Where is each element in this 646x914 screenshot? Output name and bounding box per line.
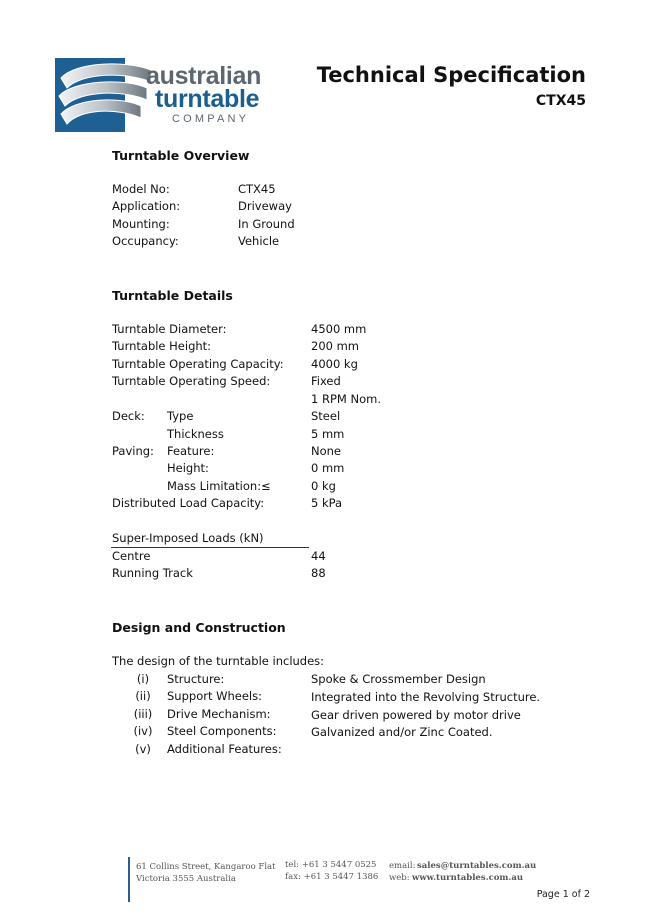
capacity-value: 4000 kg xyxy=(311,357,358,371)
paving-feature-label: Feature: xyxy=(167,444,215,458)
steel-components-label: Steel Components: xyxy=(167,724,277,738)
design-intro: The design of the turntable includes: xyxy=(112,654,325,668)
height-label: Turntable Height: xyxy=(112,339,212,353)
page-number: Page 1 of 2 xyxy=(536,889,590,900)
footer-address-line2: Victoria 3555 Australia xyxy=(136,874,236,884)
diameter-label: Turntable Diameter: xyxy=(112,322,227,336)
centre-load-label: Centre xyxy=(112,549,151,563)
footer-divider xyxy=(128,857,130,902)
footer-web-label: web: xyxy=(389,873,410,883)
loads-rule xyxy=(111,547,309,548)
paving-height-value: 0 mm xyxy=(311,461,345,475)
footer-tel: tel: +61 3 5447 0525 xyxy=(285,860,377,870)
paving-feature-value: None xyxy=(311,444,342,458)
deck-thickness-value: 5 mm xyxy=(311,427,345,441)
speed-value: Fixed xyxy=(311,374,341,388)
distributed-load-label: Distributed Load Capacity: xyxy=(112,496,265,510)
occupancy-value: Vehicle xyxy=(238,234,280,248)
paving-label: Paving: xyxy=(112,444,154,458)
loads-heading: Super-Imposed Loads (kN) xyxy=(112,531,264,545)
capacity-label: Turntable Operating Capacity: xyxy=(112,357,284,371)
running-track-label: Running Track xyxy=(112,566,193,580)
distributed-load-value: 5 kPa xyxy=(311,496,343,510)
application-value: Driveway xyxy=(238,199,292,213)
logo-text-turntable: turntable xyxy=(155,85,260,113)
logo-text-company: COMPANY xyxy=(172,113,250,125)
design-item-number: (v) xyxy=(135,742,151,756)
design-item-number: (iii) xyxy=(133,707,153,721)
support-wheels-label: Support Wheels: xyxy=(167,689,262,703)
document-title: Technical Specification xyxy=(316,63,586,87)
footer-email-label: email: xyxy=(389,861,416,871)
document-model: CTX45 xyxy=(535,93,586,109)
deck-type-value: Steel xyxy=(311,409,341,423)
footer-email-link[interactable]: sales@turntables.com.au xyxy=(417,861,537,871)
design-item-number: (i) xyxy=(136,672,150,686)
design-item-number: (ii) xyxy=(135,689,151,703)
deck-type-label: Type xyxy=(167,409,194,423)
occupancy-label: Occupancy: xyxy=(112,234,179,248)
mass-limitation-value: 0 kg xyxy=(311,479,336,493)
mounting-value: In Ground xyxy=(238,217,295,231)
logo-text-australian: australian xyxy=(146,62,262,90)
diameter-value: 4500 mm xyxy=(311,322,367,336)
footer-address-line1: 61 Collins Street, Kangaroo Flat xyxy=(136,862,276,872)
drive-mechanism-label: Drive Mechanism: xyxy=(167,707,271,721)
speed-label: Turntable Operating Speed: xyxy=(112,374,271,388)
running-track-value: 88 xyxy=(311,566,326,580)
details-heading: Turntable Details xyxy=(112,288,233,303)
centre-load-value: 44 xyxy=(311,549,326,563)
structure-label: Structure: xyxy=(167,672,225,686)
footer-fax: fax: +61 3 5447 1386 xyxy=(285,872,379,882)
model-value: CTX45 xyxy=(238,182,276,196)
application-label: Application: xyxy=(112,199,181,213)
height-value: 200 mm xyxy=(311,339,360,353)
structure-value: Spoke & Crossmember Design xyxy=(311,672,486,686)
steel-components-value: Galvanized and/or Zinc Coated. xyxy=(311,725,493,739)
support-wheels-value: Integrated into the Revolving Structure. xyxy=(311,690,541,704)
speed-value-nominal: 1 RPM Nom. xyxy=(311,392,381,406)
mass-limitation-label: Mass Limitation: xyxy=(167,479,262,493)
overview-heading: Turntable Overview xyxy=(112,148,250,163)
drive-mechanism-value: Gear driven powered by motor drive xyxy=(311,708,521,722)
deck-thickness-label: Thickness xyxy=(167,427,224,441)
footer-web-link[interactable]: www.turntables.com.au xyxy=(412,873,524,883)
design-item-number: (iv) xyxy=(133,724,153,738)
deck-label: Deck: xyxy=(112,409,145,423)
paving-height-label: Height: xyxy=(167,461,209,475)
less-equal-symbol: ≤ xyxy=(261,479,271,493)
additional-features-label: Additional Features: xyxy=(167,742,282,756)
mounting-label: Mounting: xyxy=(112,217,170,231)
model-label: Model No: xyxy=(112,182,170,196)
design-heading: Design and Construction xyxy=(112,620,286,635)
